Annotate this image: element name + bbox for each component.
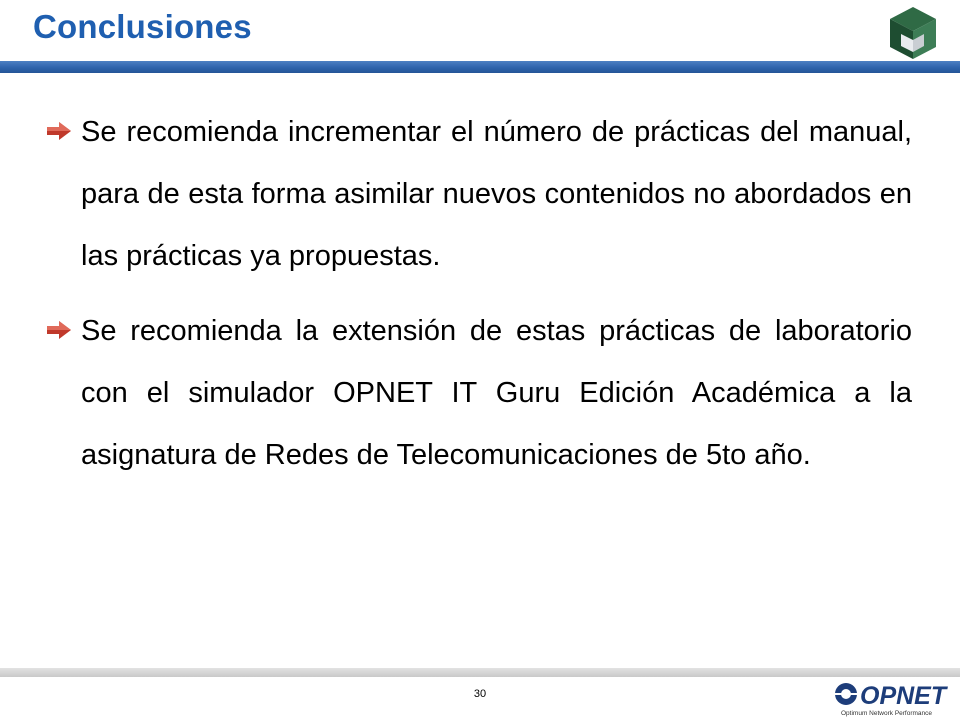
opnet-logo <box>833 680 953 718</box>
bullet-item <box>46 300 912 486</box>
logo-wordmark: OPNET <box>860 682 947 710</box>
page-number: 30 <box>473 688 487 700</box>
logo-tagline: Optimum Network Performance <box>841 710 933 717</box>
header-rule <box>0 61 960 73</box>
bullet-arrow-icon <box>46 320 72 340</box>
bullet-item <box>46 101 912 287</box>
cube-logo-icon <box>887 5 939 61</box>
bullet-arrow-icon <box>46 121 72 141</box>
bullet-text: Se recomienda incrementar el número de prácticas del manual, para de esta forma asimilar nuevos contenidos no abordados en las prácticas ya propuestas. <box>81 116 912 272</box>
bullet-list <box>46 101 912 486</box>
bullet-text: Se recomienda la extensión de estas prácticas de laboratorio con el simulador OPNET IT Guru Edición Académica a la asignatura de Redes de Telecomunicaciones de 5to año. <box>81 315 912 471</box>
footer-rule <box>0 668 960 677</box>
slide-title: Conclusiones <box>33 8 252 45</box>
